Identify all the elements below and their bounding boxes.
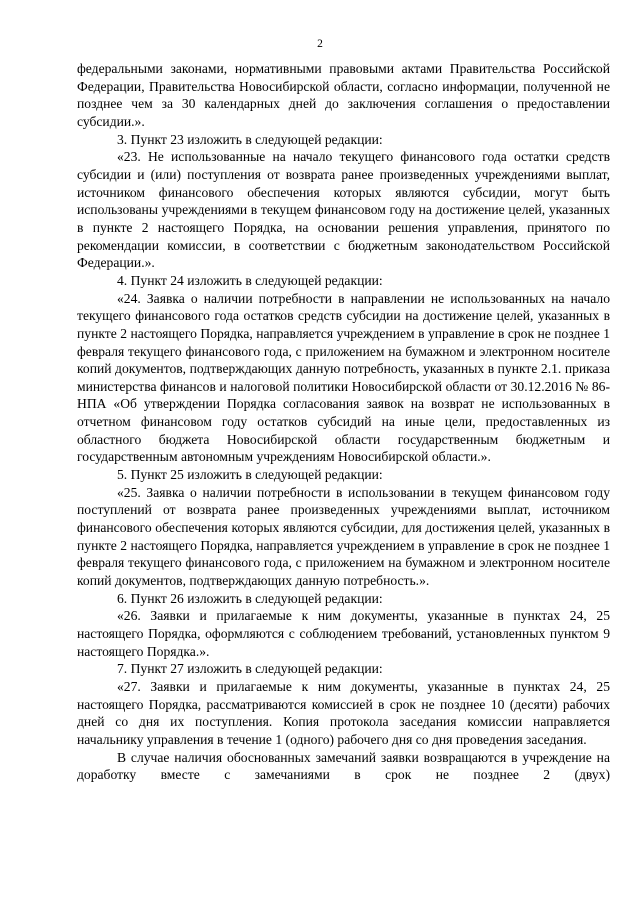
paragraph-item-7-heading: 7. Пункт 27 изложить в следующей редакции: [117,661,383,677]
document-body [77,60,610,784]
paragraph-item-5-heading: 5. Пункт 25 изложить в следующей редакции: [117,467,383,483]
paragraph-item-25-text: «25. Заявка о наличии потребности в использовании в текущем финансовом году поступлений от возврата ранее произведенных учреждениями выплат, источником финансового обеспечения которых являются субсидии, для достижения целей, указанных в пункте 2 настоящего Порядка, направляется учреждением в управление в срок не позднее 1 февраля текущего финансового года, с приложением на бумажном и электронном носителе копий документов, подтверждающих данную потребность.». [77,484,610,589]
paragraph-continuation: федеральными законами, нормативными правовыми актами Правительства Российской Федерации, Правительства Новосибирской области, согласно информации, полученной не позднее чем за 30 календарных дней до заключения соглашения о предоставлении субсидии.». [77,61,610,129]
paragraph-item-26-text: «26. Заявки и прилагаемые к ним документы, указанные в пунктах 24, 25 настоящего Порядка, оформляются с соблюдением требований, установленных пунктом 9 настоящего Порядка.». [77,608,610,659]
paragraph-item-27-continuation: В случае наличия обоснованных замечаний заявки возвращаются в учреждение на доработку вместе с замечаниями в срок не позднее 2 (двух) [77,749,610,783]
paragraph-item-24-text: «24. Заявка о наличии потребности в направлении не использованных на начало текущего финансового года остатков средств субсидии на достижение целей, указанных в пункте 2 настоящего Порядка, направляется учреждением в управление в срок не позднее 1 февраля текущего финансового года, с приложением на бумажном и электронном носителе копий документов, подтверждающих данную потребность, указанных в пункте 2.1. приказа министерства финансов и налоговой политики Новосибирской области от 30.12.2016 № 86-НПА «Об утверждении Порядка согласования заявок на возврат не использованных в отчетном финансовом году остатков субсидий на иные цели, предоставленных из областного бюджета Новосибирской области государственным бюджетным и государственным автономным учреждениям Новосибирской области.». [77,290,610,465]
paragraph-item-3-heading: 3. Пункт 23 изложить в следующей редакции: [117,131,383,147]
paragraph-item-27-text: «27. Заявки и прилагаемые к ним документы, указанные в пунктах 24, 25 настоящего Порядка, рассматриваются комиссией в срок не позднее 10 (десяти) рабочих дней со дня их поступления. Копия протокола заседания комиссии направляется начальнику управления в течение 1 (одного) рабочего дня со дня проведения заседания. [77,678,610,747]
paragraph-item-23-text: «23. Не использованные на начало текущего финансового года остатки средств субсидии и (или) поступления от возврата ранее произведенных учреждениями выплат, источником финансового обеспечения которых являются субсидии, могут быть использованы учреждениями в текущем финансовом году на достижение целей, указанных в пункте 2 настоящего Порядка, на основании решения управления, принятого по рекомендации комиссии, в соответствии с бюджетным законодательством Российской Федерации.». [77,149,610,271]
paragraph-item-6-heading: 6. Пункт 26 изложить в следующей редакции: [117,590,383,606]
paragraph-item-4-heading: 4. Пункт 24 изложить в следующей редакции: [117,272,383,288]
page-number: 2 [317,38,323,50]
